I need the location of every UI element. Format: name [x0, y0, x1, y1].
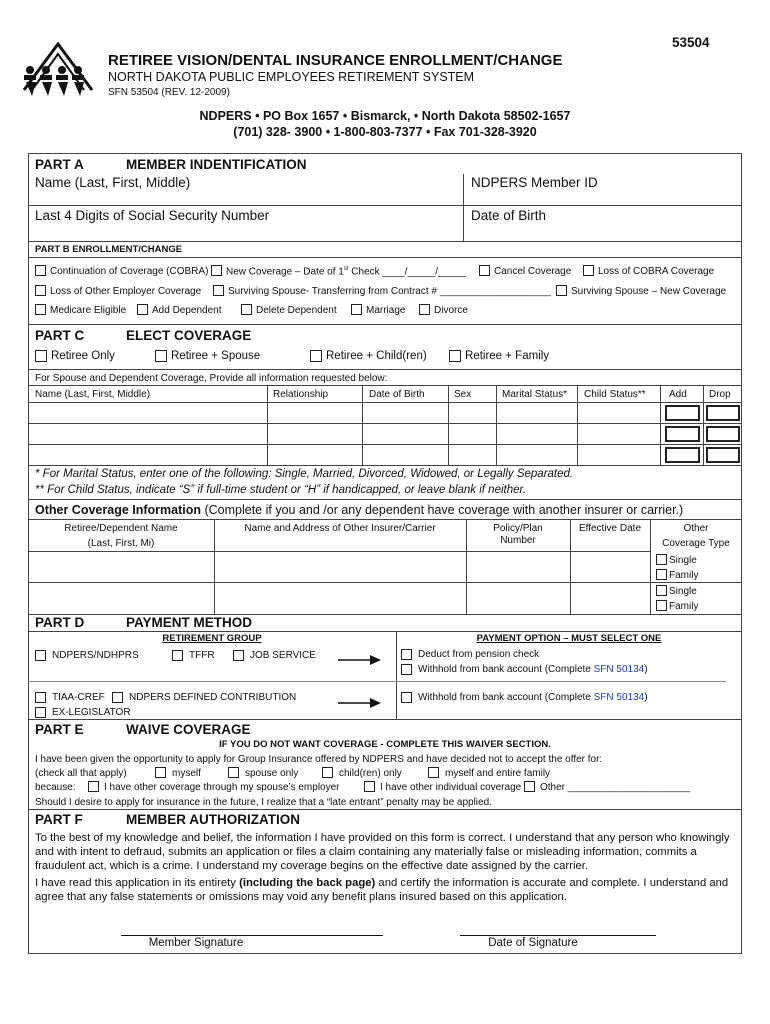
date-signature-label: Date of Signature	[488, 937, 578, 949]
other-col-name-sub: (Last, First, Mi)	[87, 538, 155, 549]
auth-para-1-line-2: and with intent to defraud, submits an application or files a claim containing any materially false or misleading information, commits a	[35, 846, 697, 858]
other-col-effective: Effective Date	[578, 523, 642, 534]
other-col-policy: Policy/Plan	[493, 523, 543, 534]
withhold-label-1: Withhold from bank account (Complete SFN 50134)	[418, 664, 648, 675]
withhold-checkbox-1[interactable]	[401, 664, 412, 675]
waive-spouse-label: spouse only	[245, 768, 299, 779]
part-d-title: PAYMENT METHOD	[126, 615, 253, 630]
col-name: Name (Last, First, Middle)	[35, 389, 151, 400]
waiver-intro: I have been given the opportunity to apply for Group Insurance offered by NDPERS and have decided not to accept the offer for:	[35, 754, 603, 765]
add-dependent-checkbox[interactable]	[137, 304, 148, 315]
member-id-label[interactable]: NDPERS Member ID	[471, 175, 598, 190]
part-e-title: WAIVE COVERAGE	[126, 722, 251, 737]
loss-cobra-checkbox[interactable]	[583, 265, 594, 276]
other-col-type: Other	[683, 523, 709, 534]
medicare-label: Medicare Eligible	[50, 305, 127, 316]
late-entrant-note: Should I desire to apply for insurance in the future, I realize that a “late entrant” penalty may be applied.	[35, 797, 492, 808]
check-all-label: (check all that apply)	[35, 768, 127, 779]
reason-other-checkbox[interactable]	[524, 781, 535, 792]
tffr-label: TFFR	[189, 650, 215, 661]
new-coverage-checkbox[interactable]	[211, 265, 222, 276]
part-d-label: PART D	[35, 615, 85, 630]
ndpers-logo	[18, 40, 104, 98]
part-e-label: PART E	[35, 722, 84, 737]
medicare-checkbox[interactable]	[35, 304, 46, 315]
drop-box-2[interactable]	[706, 426, 740, 442]
waive-spouse-checkbox[interactable]	[228, 767, 239, 778]
tiaa-checkbox[interactable]	[35, 692, 46, 703]
other-col-type-sub: Coverage Type	[662, 538, 730, 549]
cobra-label: Continuation of Coverage (COBRA)	[50, 266, 209, 277]
ex-legislator-checkbox[interactable]	[35, 707, 46, 718]
pension-checkbox[interactable]	[401, 649, 412, 660]
waive-children-checkbox[interactable]	[322, 767, 333, 778]
add-box-3[interactable]	[665, 447, 700, 463]
address-line: NDPERS • PO Box 1657 • Bismarck, • North Dakota 58502-1657	[199, 109, 571, 123]
ndpers-checkbox[interactable]	[35, 650, 46, 661]
auth-para-2-line-2: agree that any false statements or omissions may void any benefit plans insured based on this application.	[35, 891, 567, 903]
retiree-spouse-checkbox[interactable]	[155, 350, 167, 362]
cancel-checkbox[interactable]	[479, 265, 490, 276]
auth-para-1-line-1: To the best of my knowledge and belief, the information I have provided on this form is correct. I understand that any person who knowingly	[35, 832, 730, 844]
other-2-single-label: Single	[669, 586, 697, 597]
other-col-name: Retiree/Dependent Name	[64, 523, 178, 534]
waive-family-checkbox[interactable]	[428, 767, 439, 778]
other-1-single-checkbox[interactable]	[656, 554, 667, 565]
retiree-family-checkbox[interactable]	[449, 350, 461, 362]
surviving-transfer-checkbox[interactable]	[213, 285, 224, 296]
tiaa-label: TIAA-CREF	[52, 692, 105, 703]
other-2-single-checkbox[interactable]	[656, 585, 667, 596]
delete-dependent-label: Delete Dependent	[256, 305, 337, 316]
withhold-label-2: Withhold from bank account (Complete SFN 50134)	[418, 692, 648, 703]
sfn-number: SFN 53504 (REV. 12-2009)	[108, 87, 230, 98]
other-col-policy-sub: Number	[500, 535, 536, 546]
ndc-label: NDPERS DEFINED CONTRIBUTION	[129, 692, 297, 703]
loss-other-checkbox[interactable]	[35, 285, 46, 296]
payment-option-heading: PAYMENT OPTION – MUST SELECT ONE	[476, 633, 662, 644]
ndc-checkbox[interactable]	[112, 692, 123, 703]
name-field-label[interactable]: Name (Last, First, Middle)	[35, 175, 191, 190]
reason-individual-label: I have other individual coverage	[380, 782, 522, 793]
auth-para-2-line-1: I have read this application in its entirety (including the back page) and certify the information is accurate and complete. I understand and	[35, 877, 729, 889]
retiree-children-label: Retiree + Child(ren)	[326, 350, 427, 362]
org-name: NORTH DAKOTA PUBLIC EMPLOYEES RETIREMENT SYSTEM	[108, 70, 475, 84]
reason-spouse-employer-label: I have other coverage through my spouse’s employer	[104, 782, 340, 793]
signature-line[interactable]	[121, 935, 383, 936]
waive-myself-label: myself	[172, 768, 201, 779]
part-b-title: PART B ENROLLMENT/CHANGE	[35, 244, 183, 255]
col-sex: Sex	[454, 389, 472, 400]
add-box-2[interactable]	[665, 426, 700, 442]
phone-line: (701) 328- 3900 • 1-800-803-7377 • Fax 701-328-3920	[233, 125, 537, 139]
col-dob: Date of Birth	[369, 389, 425, 400]
waive-myself-checkbox[interactable]	[155, 767, 166, 778]
new-coverage-label: New Coverage – Date of 1st Check ____/_____/_____	[226, 266, 466, 278]
part-a-label: PART A	[35, 157, 84, 172]
date-signature-line[interactable]	[460, 935, 656, 936]
col-marital: Marital Status*	[502, 389, 568, 400]
child-footnote: ** For Child Status, indicate “S” if full-time student or “H” if handicapped, or leave blank if neither.	[35, 484, 527, 496]
drop-box-1[interactable]	[706, 405, 740, 421]
withhold-checkbox-2[interactable]	[401, 692, 412, 703]
retiree-only-label: Retiree Only	[51, 350, 115, 362]
col-drop: Drop	[709, 389, 731, 400]
form-title: RETIREE VISION/DENTAL INSURANCE ENROLLMENT/CHANGE	[108, 52, 563, 69]
marital-footnote: * For Marital Status, enter one of the following: Single, Married, Divorced, Widowed, or Legally Separated.	[35, 468, 574, 480]
arrow-right-icon	[338, 697, 382, 709]
surviving-new-label: Surviving Spouse – New Coverage	[571, 286, 727, 297]
divorce-checkbox[interactable]	[419, 304, 430, 315]
loss-other-label: Loss of Other Employer Coverage	[50, 286, 202, 297]
divorce-label: Divorce	[434, 305, 468, 316]
job-service-label: JOB SERVICE	[250, 650, 316, 661]
part-a-title: MEMBER INDENTIFICATION	[126, 157, 307, 172]
part-c-label: PART C	[35, 328, 85, 343]
other-1-family-label: Family	[669, 570, 699, 581]
add-dependent-label: Add Dependent	[152, 305, 222, 316]
loss-cobra-label: Loss of COBRA Coverage	[598, 266, 715, 277]
arrow-right-icon	[338, 654, 382, 666]
add-box-1[interactable]	[665, 405, 700, 421]
tffr-checkbox[interactable]	[172, 650, 183, 661]
other-coverage-heading: Other Coverage Information (Complete if you and /or any dependent have coverage with another insurer or carrier.)	[35, 503, 684, 517]
retiree-spouse-label: Retiree + Spouse	[171, 350, 261, 362]
surviving-new-checkbox[interactable]	[556, 285, 567, 296]
ssn-label[interactable]: Last 4 Digits of Social Security Number	[35, 208, 270, 223]
marriage-checkbox[interactable]	[351, 304, 362, 315]
ex-legislator-label: EX-LEGISLATOR	[52, 707, 131, 718]
col-relationship: Relationship	[273, 389, 329, 400]
reason-other-label: Other ______________________	[540, 782, 691, 793]
drop-box-3[interactable]	[706, 447, 740, 463]
part-c-title: ELECT COVERAGE	[126, 328, 252, 343]
waive-children-label: child(ren) only	[339, 768, 402, 779]
form-number: 53504	[672, 35, 710, 50]
member-signature-label: Member Signature	[148, 937, 244, 949]
retiree-children-checkbox[interactable]	[310, 350, 322, 362]
waive-family-label: myself and entire family	[445, 768, 551, 779]
reason-spouse-employer-checkbox[interactable]	[88, 781, 99, 792]
other-col-insurer: Name and Address of Other Insurer/Carrier	[244, 523, 436, 534]
retirement-group-heading: RETIREMENT GROUP	[162, 633, 262, 644]
surviving-transfer-label: Surviving Spouse- Transferring from Contract # ____________________	[228, 286, 551, 297]
retiree-only-checkbox[interactable]	[35, 350, 47, 362]
col-add: Add	[669, 389, 687, 400]
cancel-label: Cancel Coverage	[494, 266, 572, 277]
part-f-title: MEMBER AUTHORIZATION	[126, 812, 300, 827]
other-1-family-checkbox[interactable]	[656, 569, 667, 580]
reason-individual-checkbox[interactable]	[364, 781, 375, 792]
pension-label: Deduct from pension check	[418, 649, 540, 660]
job-service-checkbox[interactable]	[233, 650, 244, 661]
waiver-subtitle: IF YOU DO NOT WANT COVERAGE - COMPLETE THIS WAIVER SECTION.	[219, 739, 551, 750]
other-1-single-label: Single	[669, 555, 697, 566]
retiree-family-label: Retiree + Family	[465, 350, 550, 362]
dob-label[interactable]: Date of Birth	[471, 208, 547, 223]
marriage-label: Marriage	[366, 305, 406, 316]
because-label: because:	[35, 782, 76, 793]
dependent-note: For Spouse and Dependent Coverage, Provide all information requested below:	[35, 373, 388, 384]
delete-dependent-checkbox[interactable]	[241, 304, 252, 315]
col-child: Child Status**	[584, 389, 646, 400]
auth-para-1-line-3: fraudulent act, which is a crime. I understand my coverage begins on the effective date assigned by the carrier.	[35, 860, 589, 872]
other-2-family-checkbox[interactable]	[656, 600, 667, 611]
ndpers-label: NDPERS/NDHPRS	[52, 650, 139, 661]
part-f-label: PART F	[35, 812, 83, 827]
other-2-family-label: Family	[669, 601, 699, 612]
cobra-checkbox[interactable]	[35, 265, 46, 276]
